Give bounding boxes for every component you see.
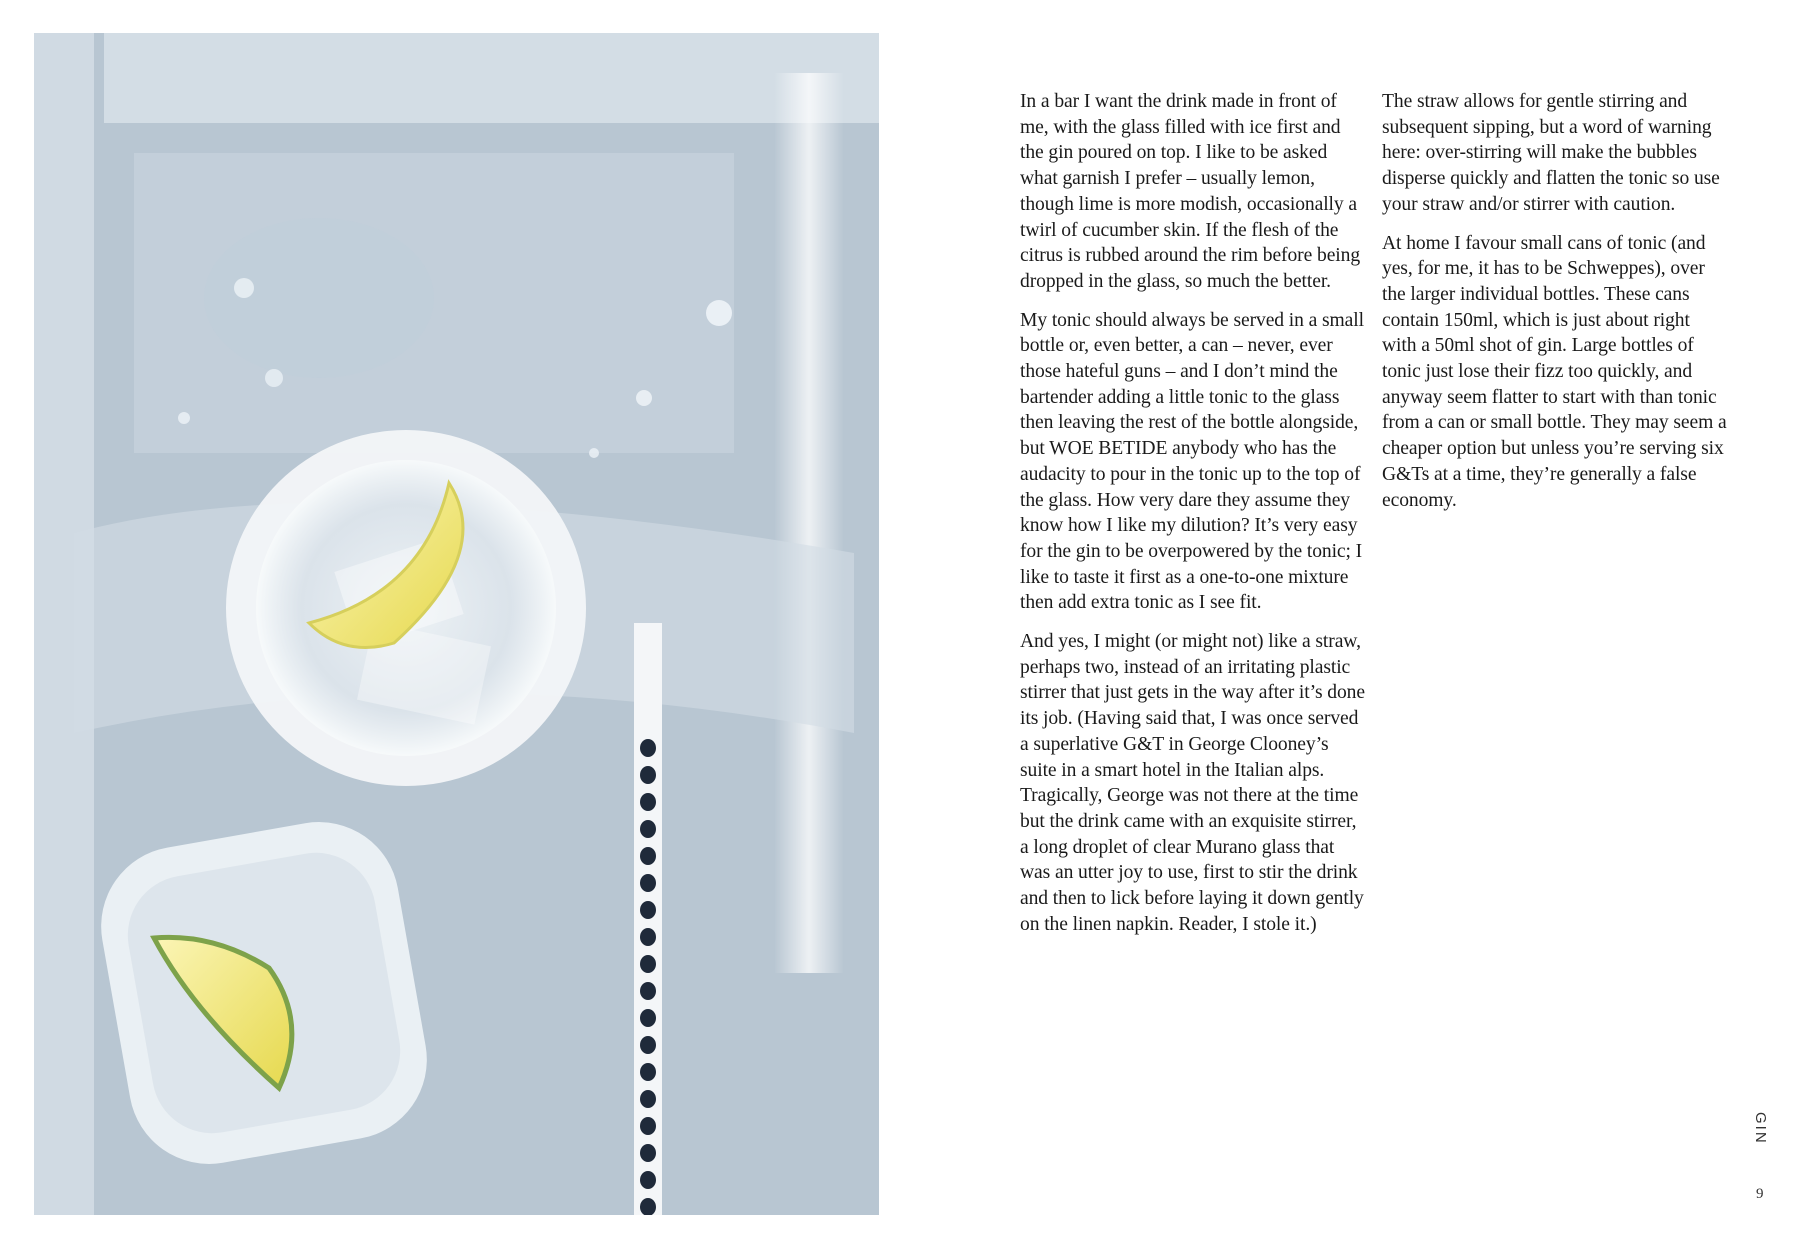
paragraph: And yes, I might (or might not) like a straw, perhaps two, instead of an irritating plastic stirrer that just gets in the way after it’s done its job. (Having said that, I was once served a superlative G&T in George Clooney’s suite in a smart hotel in the Italian alps. Tragically, George was not there at the time but the drink came with an exquisite stirrer, a long droplet of clear Murano glass that was an utter joy to use, first to stir the drink and then to lick before laying it down gently on the linen napkin. Reader, I stole it.) [1020,631,1365,935]
paragraph: At home I favour small cans of tonic (and yes, for me, it has to be Schweppes), over the larger individual bottles. These cans contain 150ml, which is just about right with a 50ml shot of gin. Large bottles of tonic just lose their fizz too quickly, and anyway seem flatter to start with than tonic from a can or small bottle. They may seem a cheaper option but unless you’re serving six G&Ts at a time, they’re generally a false economy. [1382,232,1727,511]
gin-and-tonic-photo [34,33,879,1215]
running-head: GIN [1752,1112,1769,1145]
page-number: 9 [1756,1186,1764,1202]
gin-and-tonic-photo-icon [34,33,879,1215]
paragraph: In a bar I want the drink made in front of me, with the glass filled with ice first and the gin poured on top. I like to be asked what garnish I prefer – usually lemon, though lime is more modish, occasionally a twirl of cucumber skin. If the flesh of the citrus is rubbed around the rim before being dropped in the glass, so much the better. [1020,91,1361,292]
paragraph: The straw allows for gentle stirring and subsequent sipping, but a word of warning here: over-stirring will make the bubbles disperse quickly and flatten the tonic so use your straw and/or stirrer with caution. [1382,91,1720,215]
text-column-left [1020,89,1365,951]
paragraph: My tonic should always be served in a small bottle or, even better, a can – never, ever those hateful guns – and I don’t mind the bartender adding a little tonic to the glass then leaving the rest of the bottle alongside, but WOE BETIDE anybody who has the audacity to pour in the tonic up to the top of the glass. How very dare they assume they know how I like my dilution? It’s very easy for the gin to be overpowered by the tonic; I like to taste it first as a one-to-one mixture then add extra tonic as I see fit. [1020,309,1364,614]
text-column-right [1382,89,1727,526]
